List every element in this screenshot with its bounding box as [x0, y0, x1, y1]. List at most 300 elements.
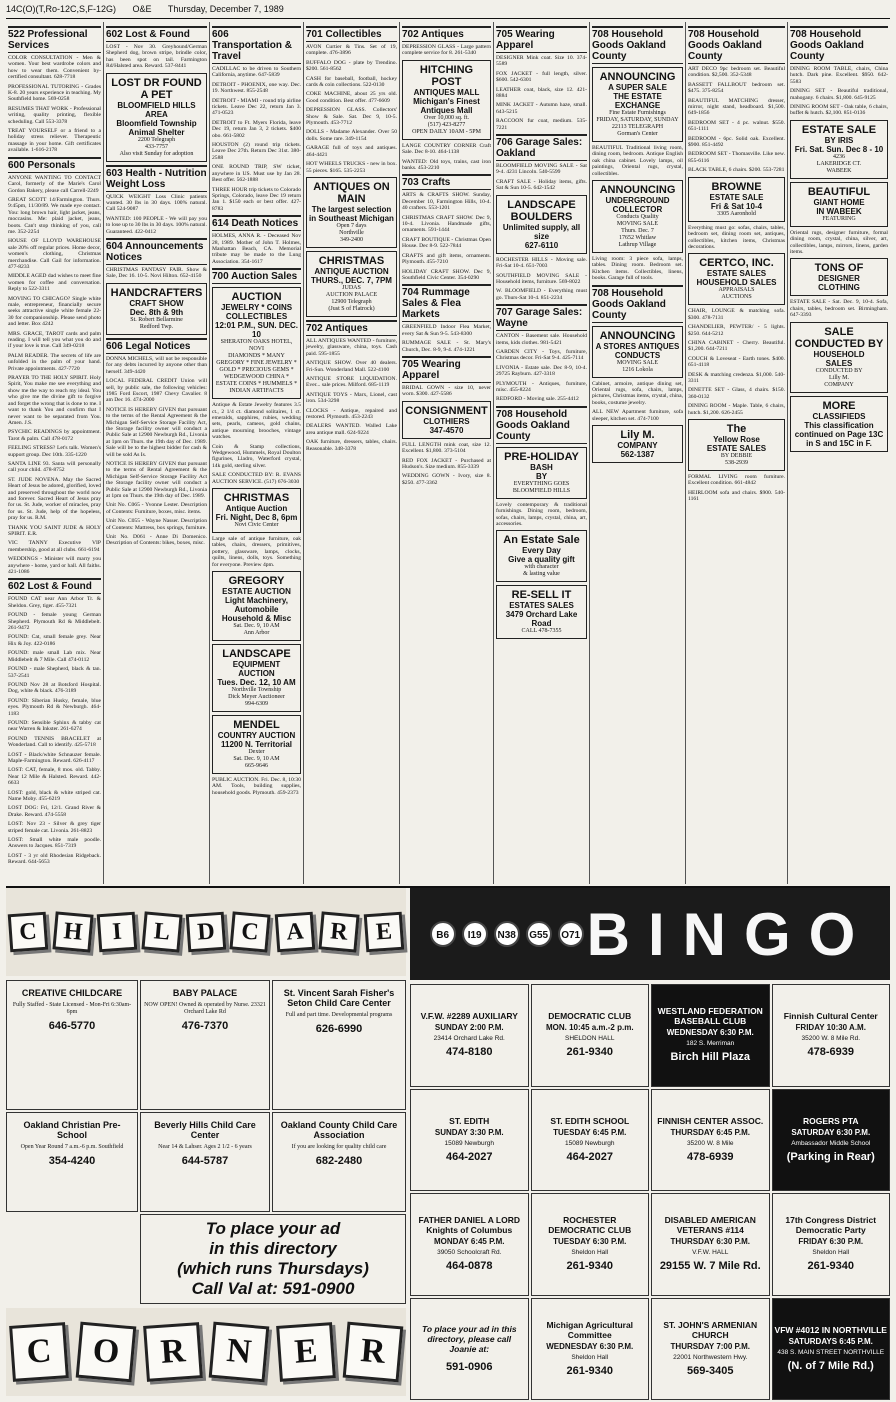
display-ad-line: MORE — [822, 399, 856, 412]
section-heading: 606 Legal Notices — [106, 338, 207, 354]
display-ad-line: Dec. 8th & 9th — [129, 307, 184, 317]
childcare-addr: Fully Staffed - State Licensed - Mon-Fri 6:30am-6pm — [12, 1002, 132, 1015]
childcare-phone: 682-2480 — [315, 1155, 363, 1167]
bingo-phone: Birch Hill Plaza — [670, 1051, 750, 1064]
childcare-listing — [140, 980, 270, 1110]
display-ad-line: 11200 N. Territorial — [221, 740, 292, 750]
classified-column — [104, 22, 210, 884]
bingo-phone: 591-0906 — [446, 1360, 493, 1373]
bingo-name: DEMOCRATIC CLUB — [548, 1011, 632, 1022]
bingo-listing — [772, 1089, 891, 1192]
classified-ad: Oriental rugs, designer furniture, formal dining room, crystal, china, silver, art, collectibles, lamps, mirrors, linens, garden items. — [790, 229, 888, 256]
classified-ad: BEDROOM - 6pc. Solid oak. Excellent. $900. 851-4492 — [688, 135, 785, 149]
display-ad-line: 349-2400 — [340, 236, 363, 243]
bingo-addr: 35200 W. 8 Mile Rd. — [801, 1035, 861, 1043]
display-ad-line: 22113 TELEGRAPH — [611, 124, 664, 130]
classified-ad: GARDEN CITY - Toys, furniture, Christmas decor. Fri-Sat 9-4. 425-7114 — [496, 348, 587, 362]
section-heading: 602 Lost & Found — [106, 26, 207, 42]
childcare-name: Oakland County Child Care Association — [280, 1120, 398, 1140]
classified-ad: DETROIT - PHOENIX, one way. Dec. 19. Northwest. 855-2548 — [212, 81, 301, 95]
classified-ad: FOUND: male small Lab mix. Near Middlebelt & 7 Mile. Call 474-0112 — [8, 650, 101, 663]
display-ad-line: 3479 Orchard Lake Road — [505, 610, 578, 629]
bingo-title: BINGO — [586, 900, 874, 968]
display-ad — [592, 180, 683, 253]
bingo-listing — [531, 1298, 650, 1401]
display-ad — [790, 120, 888, 179]
classified-ad: DINING ROOM TABLE, chairs, China hutch. Dark pine. Excellent. $950. 642-5583 — [790, 66, 888, 85]
bingo-listing — [651, 984, 770, 1087]
bingo-addr: SHELDON HALL — [565, 1035, 615, 1043]
display-ad-line: Fine Estate Furnishings — [609, 110, 666, 116]
section-heading: 602 Lost & Found — [8, 578, 101, 594]
classified-ad: DINING ROOM - Maple. Table, 6 chairs, hutch. $1,200. 626-2455 — [688, 403, 785, 416]
display-ad-line: BROWNE — [711, 180, 762, 193]
classified-ad: BASSETT FALLBOUT bedroom set. $475. 375-8254 — [688, 81, 785, 95]
classified-ad: BLACK TABLE, 6 chairs. $200. 553-7281 — [688, 167, 785, 174]
letter-block: R — [143, 1322, 203, 1382]
bingo-day: SATURDAYS 6:45 P.M. — [788, 1336, 873, 1346]
classified-ad: WANTED: Old toys, trains, cast iron banks. 453-2210 — [402, 158, 491, 172]
display-ad-line: CALL 478-7355 — [521, 628, 562, 635]
display-ad — [212, 715, 301, 774]
display-ad-line: BLOOMFIELD HILLS — [512, 487, 571, 494]
bingo-addr: 22001 Northwestern Hwy. — [673, 1353, 748, 1361]
classified-ad: DEPRESSION GLASS - Large pattern complete service for 8. 261-5340 — [402, 44, 491, 57]
bingo-day: MONDAY 6:45 P.M. — [433, 1237, 505, 1247]
classified-ad: NOTICE IS HEREBY GIVEN that pursuant to the terms of Rental Agreement & the Michigan Self-Service Storage Facility Act the Storage facility owner will conduct a Public Sale at 12900 Newburgh Rd., Livonia at 1pm on Thurs. the 19th day of Dec. 1989. — [106, 460, 207, 499]
display-ad-line: SALES — [825, 358, 853, 368]
classified-ad: ANTIQUE TOYS - Marx, Lionel, cast iron. 534-3298 — [306, 391, 397, 405]
bingo-phone: 261-9340 — [566, 1364, 613, 1377]
childcare-name: CREATIVE CHILDCARE — [21, 988, 123, 998]
classified-ad: COLOR CONSULTATION - Men & women. Your best wardrobe colors and how to wear them. Convenient by-certified consultant. 628-7718 — [8, 55, 101, 81]
section-heading: 708 Household Goods Oakland County — [496, 406, 587, 444]
classified-ad: ONE ROUND TRIP, SW ticket, anywhere in US. Must use by Jan 28. Best offer. 562-1888 — [212, 164, 301, 184]
section-heading: 604 Announcements Notices — [106, 238, 207, 265]
display-ad — [106, 283, 207, 335]
classified-ad: LOST: Small white male poodle. Answers to Jacques. 851-7319 — [8, 837, 101, 850]
display-ad-line: BY DEBBIE — [720, 453, 753, 459]
bingo-name: DISABLED AMERICAN VETERANS #114 — [664, 1215, 756, 1236]
classified-ad: LOST - Nov 30. Greyhound/German Shepherd dog, brown stripe, brindle color, has been spot on tail. Farmington Rd/Halsted area. Reward. 537-8441 — [106, 44, 207, 70]
display-ad-line: Bloomfield Township Animal Shelter — [116, 118, 197, 137]
classified-ad: THREE HOUR trip tickets to Colorado Springs, Colorado, leave Dec 19 return Jan 1. $150 each or best offer. 427-8783 — [212, 186, 301, 212]
bingo-listing — [531, 984, 650, 1087]
classified-ad: DETROIT to Ft. Myers Florida, leave Dec 19, return Jan 3, 2 tickets. $400 obo. 661-5802 — [212, 119, 301, 139]
section-heading: 603 Health - Nutrition Weight Loss — [106, 165, 207, 192]
classified-ad: FOUND - male Shepherd, black & tan. 537-2541 — [8, 666, 101, 679]
bingo-listing — [651, 1089, 770, 1192]
classified-ad: ANTIQUE STORE LIQUIDATION. Ever... sale prices. Milford. 685-1119 — [306, 375, 397, 389]
section-heading: 705 Wearing Apparel — [496, 26, 587, 53]
section-heading: 705 Wearing Apparel — [402, 356, 491, 383]
display-ad-line: Fri. Sat. Sun. Dec 8 - 10 — [794, 144, 884, 154]
bingo-name: Finnish Cultural Center — [783, 1011, 878, 1022]
classified-ad: HOUSTON (2) round trip tickets. Leave Dec 27th. Return Dec 31st. 380-2588 — [212, 142, 301, 161]
display-ad-line: DIAMONDS * MANY GREGORY * FINE JEWELRY * GOLD * PRECIOUS GEMS * WEDGEWOOD CHINA * ESTATE COINS * HUMMELS * INDIAN ARTIFACTS — [215, 353, 298, 395]
bingo-name: ST. EDITH — [449, 1115, 490, 1126]
bingo-day: SUNDAY 2:00 P.M. — [434, 1023, 504, 1033]
classified-ad: MIDDLE AGED dad wishes to meet fine women for coffee and conversation. Reply to 522-3311 — [8, 273, 101, 293]
display-ad-line: 17652 Whitlaw — [618, 235, 657, 242]
classified-ad: LANGE COUNTRY CORNER Craft Sale. Dec 8-10. 464-1138 — [402, 142, 491, 156]
childcare-name: Beverly Hills Child Care Center — [154, 1120, 256, 1140]
section-heading: 708 Household Goods Oakland County — [790, 26, 888, 64]
display-ad-line: CHRISTMAS — [223, 492, 290, 505]
display-ad — [592, 326, 683, 378]
childcare-listings — [6, 980, 406, 1212]
display-ad-line: MOVING SALE — [616, 221, 659, 228]
classified-ad: DEALERS WANTED. Walled Lake area antique mall. 624-9224 — [306, 423, 397, 436]
classified-ad: RUMMAGE SALE - St. Mary's Church, Dec. 8-9, 9-4. 474-1221 — [402, 340, 491, 353]
display-ad — [212, 644, 301, 712]
display-ad-line: Light Machinery, Automobile Household & Misc — [221, 596, 292, 624]
place-ad-line: Call Val at: 591-0900 — [191, 1279, 355, 1298]
section-heading: 606 Transportation & Travel — [212, 26, 301, 64]
bingo-banner — [410, 888, 890, 980]
classified-ad: AVON Curtier & Tins. Set of 19, complete. 476-3896 — [306, 44, 397, 57]
bingo-day: MON. 10:45 a.m.-2 p.m. — [545, 1023, 634, 1033]
display-ad-line: CLOTHIERS — [423, 416, 470, 426]
classified-ad: BEDROOM SET - 4 pc. walnut. $550. 651-1111 — [688, 119, 785, 133]
bingo-name: ST. JOHN'S ARMENIAN CHURCH — [663, 1319, 758, 1340]
section-heading: 703 Crafts — [402, 174, 491, 190]
display-ad-line: CLASSIFIEDS — [812, 411, 866, 421]
letter-block: H — [52, 911, 93, 952]
bingo-listing — [531, 1193, 650, 1296]
display-ad-line: Sat. Dec. 9, 10 AM — [233, 756, 280, 763]
classified-ad: Coin & Stamp collections, Wedgewood, Hummels, Royal Doulton figurines, Lladro, Waterford crystal, 14k gold, sterling silver. — [212, 443, 301, 469]
classified-ad: SALE CONDUCTED BY: R. EVANS AUCTION SERVICE. (517) 676-3030 — [212, 472, 301, 485]
letter-block: C — [230, 911, 271, 952]
bingo-listing — [651, 1193, 770, 1296]
display-ad-line: Open 7 days — [336, 222, 367, 229]
display-ad-line: Give a quality gift — [508, 555, 575, 565]
display-ad-line: CHRISTMAS — [318, 254, 385, 267]
section-heading: 702 Antiques — [402, 26, 491, 42]
bingo-day: TUESDAY 6:45 P.M. — [553, 1127, 627, 1137]
display-ad-line: SHERATON OAKS HOTEL, NOVI — [220, 339, 293, 353]
classified-ad: Lovely contemporary & traditional furnishings. Dining room, bedroom, sofas, chairs, lamps, crystal, china, art, accessories. — [496, 501, 587, 527]
display-ad-line: This classification continued on Page 13C in S and 15C in F. — [794, 420, 884, 448]
childcare-addr: If you are looking for quality child care — [291, 1144, 387, 1150]
display-ad-line: RE-SELL IT — [511, 589, 572, 602]
classified-ad: GARAGE full of toys and antiques. 464-4421 — [306, 145, 397, 158]
header-rule — [6, 18, 890, 19]
bingo-addr: 15089 Newburgh — [564, 1139, 615, 1147]
display-ad — [306, 251, 397, 317]
letter-block: C — [8, 912, 49, 953]
classified-ad: DESIGNER Mink coat. Size 10. 374-5589 — [496, 55, 587, 68]
display-ad-line: (517) 423-8277 — [427, 121, 466, 128]
display-ad-line: Over 10,000 sq. ft. — [424, 114, 469, 121]
display-ad — [790, 322, 888, 393]
section-heading: 701 Collectibles — [306, 26, 397, 42]
display-ad-line: CONSIGNMENT — [405, 404, 488, 417]
classified-ad: Unit No. C065 - Yvonne Lester. Description of Contents: Furniture, boxes, misc. items. — [106, 502, 207, 515]
classified-column — [304, 22, 400, 884]
display-ad-line: GREGORY — [228, 575, 285, 588]
display-ad — [402, 401, 491, 439]
classified-ad: LEATHER coat, black, size 12. 421-8884 — [496, 86, 587, 100]
display-ad-line: Ann Arbor — [243, 630, 270, 637]
display-ad-line: Fri. Night, Dec 8, 6pm — [215, 513, 298, 523]
bingo-listing — [651, 1298, 770, 1401]
bingo-addr: Ambassador Middle School — [791, 1139, 871, 1147]
section-heading: 708 Household Goods Oakland County — [592, 26, 683, 64]
bingo-day: FRIDAY 10:30 A.M. — [795, 1023, 866, 1033]
display-ad-line: JUDAS — [342, 284, 361, 291]
display-ad-line: Lily M. — [620, 429, 655, 442]
display-ad — [496, 447, 587, 499]
bingo-name: VFW #4012 IN NORTHVILLE — [774, 1324, 887, 1335]
display-ad-line: & lasting value — [523, 571, 560, 578]
bingo-ball: B6 — [430, 921, 456, 947]
classified-ad: FOUND Nov 28 at Botsford Hospital. Dog, white & black. 476-3189 — [8, 681, 101, 695]
classified-ad: DINING SET - Beautiful traditional, mahogany. 6 chairs. $1,800. 645-9125 — [790, 88, 888, 101]
place-ad-line: (which runs Thursdays) — [177, 1259, 369, 1278]
bingo-phone: 478-6939 — [687, 1150, 734, 1163]
display-ad-line: A STORES ANTIQUES — [595, 341, 680, 351]
bingo-phone: 464-2027 — [566, 1150, 613, 1163]
display-ad — [496, 585, 587, 639]
bingo-phone: 478-6939 — [807, 1046, 854, 1059]
place-ad-line: in this directory — [209, 1239, 337, 1258]
display-ad — [496, 195, 587, 254]
display-ad-line: Fri & Sat 10-4 — [710, 201, 763, 211]
classified-ad: ART DECO 9pc bedroom set. Beautiful condition. $2,500. 352-5348 — [688, 66, 785, 79]
display-ad-line: Tues. Dec. 12, 10 AM — [217, 678, 296, 688]
display-ad — [592, 67, 683, 142]
display-ad-line: The largest selection — [311, 204, 392, 214]
classified-ad: ALL NEW Apartment furniture, sofa sleeper, kitchen set. 474-7100 — [592, 409, 683, 422]
display-ad — [106, 73, 207, 162]
classified-ad: PROFESSIONAL TUTORING - Grades K-8. 20 years experience in teaching. My Southfield home. 569-0258 — [8, 83, 101, 103]
display-ad-line: COMPANY — [824, 381, 854, 388]
section-heading: 600 Personals — [8, 157, 101, 173]
classified-ad: FOUND TENNIS BRACELET at Wonderland. Call to identify. 425-5718 — [8, 735, 101, 749]
bingo-day: SATURDAY 6:30 P.M. — [791, 1127, 871, 1137]
bingo-addr: 15089 Newburgh — [444, 1139, 494, 1147]
classified-ad: ST. JUDE NOVENA. May the Sacred Heart of Jesus be adored, glorified, loved and preserved throughout the world now and forever. Sacred Heart of Jesus pray for us. St. Jude, worker of miracles, pray for us. St. Jude, help of the hopeless, pray for us. R.M. — [8, 476, 101, 522]
display-ad-line: FEATURING — [822, 215, 856, 222]
childcare-phone: 476-7370 — [181, 1020, 229, 1032]
bingo-listing — [410, 984, 529, 1087]
display-ad — [688, 419, 785, 471]
classified-ad: LOST: CAT, female, 8 mos. old. Tabby. Near 12 Mile & Halsted. Reward. 442-6633 — [8, 767, 101, 787]
classified-ad: CHRISTMAS FANTASY FAIR. Show & Sale, Dec 16. 10-5. Novi Hilton. 652-4150 — [106, 267, 207, 280]
display-ad-line: Also visit Sunday for adoption — [119, 150, 194, 157]
display-ad-line: Northville — [339, 229, 364, 236]
bingo-listing — [410, 1089, 529, 1192]
classified-ad: Unit No. D061 - Anne Di Domenico. Description of Contents: bikes, boxes, misc. — [106, 534, 207, 547]
classified-column — [788, 22, 890, 884]
display-ad-line: CONDUCTS — [614, 350, 661, 360]
letter-block: D — [186, 912, 227, 953]
childcare-listing — [6, 1112, 138, 1212]
display-ad-line: IN WABEEK — [816, 206, 862, 216]
classified-ad: FULL LENGTH mink coat, size 12. Excellent. $1,800. 373-5104 — [402, 441, 491, 455]
bingo-name: Michigan Agricultural Committee — [546, 1319, 634, 1340]
bingo-addr: 35200 W. 8 Mile — [686, 1139, 734, 1147]
display-ad-line: CONDUCTED BY — [815, 367, 863, 374]
bingo-addr: V.F.W. HALL — [692, 1249, 729, 1257]
classified-ad: NOTICE IS HEREBY GIVEN that pursuant to the terms of the Rental Agreement & the Michigan Self-Service Storage Facility Act, the Storage facility owner will conduct a Public Sale at 12900 Newburgh Rd., Livonia at 1pm on Thurs. the 19th day of Dec. 1989. Sale will be to the highest bidder for cash & will be sold As Is. — [106, 406, 207, 458]
display-ad — [790, 182, 888, 227]
classified-ad: MINK JACKET - Autumn haze, small. 643-5215 — [496, 102, 587, 115]
letter-block: N — [209, 1322, 270, 1383]
display-ad-line: ESTATE SALE — [709, 192, 764, 202]
corner-blocks-banner — [6, 1308, 406, 1396]
classified-ad: ROCHESTER HILLS - Moving sale. Fri-Sat 10-4. 651-7003 — [496, 256, 587, 270]
display-ad-line: SALE CONDUCTED BY — [794, 325, 884, 350]
classified-ad: CANTON - Basement sale. Household items, kids clothes. 981-5421 — [496, 333, 587, 346]
bingo-name: ROGERS PTA — [802, 1115, 859, 1126]
bingo-phone: 261-9340 — [807, 1260, 854, 1273]
bingo-ball: N38 — [494, 921, 520, 947]
display-ad-line: ESTATES SALES — [509, 601, 574, 611]
display-ad-line: THE ESTATE EXCHANGE — [613, 92, 662, 110]
classified-ad: ALL ANTIQUES WANTED - furniture, jewelry, glassware, china, toys. Cash paid. 595-1855 — [306, 337, 397, 357]
classified-ad: FOUND: Sensible Sphinx & tabby cat near Warren & Inkster. 261-6274 — [8, 719, 101, 733]
classified-ad: WEDDINGS - Minister will marry you anywhere - home, yard or hall. All faiths. 421-1086 — [8, 556, 101, 576]
display-ad-line: HOUSEHOLD SALES — [696, 278, 777, 288]
classified-ad: LOST - 3 yr old Rhodesian Ridgeback. Reward. 644-5653 — [8, 852, 101, 866]
bingo-phone: (Parking in Rear) — [786, 1150, 875, 1163]
display-ad-line: The — [726, 423, 747, 435]
display-ad — [688, 253, 785, 305]
display-ad-line: ANNOUNCING — [599, 329, 676, 342]
display-ad-line: ESTATE SALES — [706, 269, 767, 279]
classified-ad: W. BLOOMFIELD - Everything must go. Thurs-Sat 10-4. 851-2234 — [496, 288, 587, 301]
letter-block: C — [9, 1322, 69, 1382]
childcare-addr: Open Year Round 7 a.m.-6 p.m. Southfield — [20, 1144, 124, 1150]
bingo-directory — [410, 888, 890, 1400]
classified-ad: Antique & Estate Jewelry features 3.5 ct., 2 1/4 ct. diamond solitaires, 1 ct. emeralds, sapphires, rubies, wedding sets, pearls, cameos, gold chains, antique mourning brooches, vintage watches. — [212, 402, 301, 441]
classified-ad: Large sale of antique furniture, oak tables, chairs, dressers, primitives, pottery, glassware, lamps, clocks, quilts, linens, dolls, toys. Something for everyone. Preview 4pm. — [212, 536, 301, 568]
classified-ad: DEPRESSION GLASS. Collectors' Show & Sale. Sat. Dec 9, 10-5. Plymouth. 453-7712 — [306, 107, 397, 127]
display-ad-line: TONS OF — [814, 262, 864, 275]
bingo-addr: Sheldon Hall — [571, 1353, 609, 1361]
classified-ad: DESK & matching credenza. $1,000. 540-3311 — [688, 371, 785, 384]
letter-block: E — [276, 1322, 336, 1382]
display-ad-line: 3305 Aaronhold — [717, 210, 756, 217]
classified-ad: GREENFIELD Indoor Flea Market, every Sat & Sun 9-5. 543-8300 — [402, 324, 491, 337]
classified-ad: PLYMOUTH - Antiques, furniture, misc. 455-8224 — [496, 380, 587, 393]
classified-column — [686, 22, 788, 884]
bingo-listing — [410, 1193, 529, 1296]
display-ad — [402, 60, 491, 140]
classified-ad: SANTA LINE 93. Santa will personally call your child. 478-8752 — [8, 460, 101, 474]
display-ad-line: 347-4570 — [429, 425, 464, 435]
display-ad-line: with character — [524, 564, 559, 571]
display-ad-line: FRIDAY, SATURDAY, SUNDAY — [596, 117, 679, 123]
display-ad-line: MENDEL — [233, 719, 280, 732]
classified-ad: COKE MACHINE, about 25 yrs old. Good condition. Best offer. 477-6609 — [306, 91, 397, 104]
bingo-phone: 29155 W. 7 Mile Rd. — [659, 1260, 761, 1273]
bingo-phone: 569-3405 — [687, 1364, 734, 1377]
bingo-listing — [772, 1298, 891, 1401]
display-ad-line: 12900 Telegraph — [331, 298, 372, 305]
childcare-phone: 626-6990 — [315, 1023, 363, 1035]
childcare-phone: 644-5787 — [181, 1155, 229, 1167]
classified-ad: SOUTHFIELD MOVING SALE - Household items, furniture. 569-8022 — [496, 272, 587, 285]
bingo-day: THURSDAY 6:30 P.M. — [670, 1237, 750, 1247]
display-ad-line: A SUPER SALE — [608, 83, 667, 92]
bingo-addr: Sheldon Hall — [812, 1249, 850, 1257]
letter-block: E — [363, 912, 404, 953]
classified-ad: FEELING STRESS? Let's talk. Women's support group. Dec 10th. 335-1220 — [8, 445, 101, 458]
paper-name: O&E — [132, 4, 152, 14]
display-ad-line: JEWELRY * COINS COLLECTIBLES — [220, 303, 293, 322]
classified-ad: Cabinet, armoire, antique dining set, Oriental rugs, sofa, chairs, lamps, pictures, Christmas items, crystal, china, books, costume jewelry. — [592, 380, 683, 406]
display-ad — [306, 177, 397, 248]
classified-ad: Everything must go: sofas, chairs, tables, bedroom set, dining room set, antiques, collectibles, kitchen items, Christmas decorations. — [688, 224, 785, 250]
classified-column — [400, 22, 494, 884]
classified-ad: BEAUTIFUL Traditional living room, dining room, bedroom. Antique English oak china cabinet. Lovely lamps, oil paintings, Oriental rugs, crystal, collectibles. — [592, 145, 683, 177]
bingo-phone: 261-9340 — [566, 1046, 613, 1059]
classified-ad: TREAT YOURSELF or a friend to a holiday stress reliever. Therapeutic massage in your home. Gift certificates available. 1-616-2178 — [8, 128, 101, 154]
display-ad-line: COLLECTOR — [612, 205, 663, 215]
section-heading: 614 Death Notices — [212, 215, 301, 231]
display-ad-line: EVERYTHING GOES — [513, 480, 570, 487]
display-ad-line: BY — [535, 471, 548, 481]
classified-ad: RESUMES THAT WORK - Professional writing, quality printing, flexible scheduling. Call 553-3378 — [8, 105, 101, 125]
childcare-listing — [6, 980, 138, 1110]
display-ad-line: LANDSCAPE — [222, 648, 291, 661]
display-ad-line: ANTIQUE AUCTION — [314, 266, 389, 276]
display-ad-line: An Estate Sale — [503, 534, 580, 547]
classified-ad: ARTS & CRAFTS SHOW. Sunday, December 10, Farmington Hills, 10-4. 40 crafters. 553-1201 — [402, 192, 491, 212]
classified-ad: PUBLIC AUCTION. Fri. Dec. 8, 10:30 AM. Tools, building supplies, household goods. Plymouth. 459-2373 — [212, 777, 301, 796]
classified-ad: REDFORD - Moving sale. 255-4412 — [496, 396, 579, 403]
bingo-day: THURSDAY 7:00 P.M. — [670, 1341, 750, 1351]
classified-column — [590, 22, 686, 884]
bingo-phone: (N. of 7 Mile Rd.) — [787, 1359, 874, 1372]
display-ad-line: UNDERGROUND — [605, 196, 670, 206]
display-ad-line: BY IRIS — [824, 135, 854, 145]
bingo-listing — [531, 1089, 650, 1192]
bingo-addr: 39050 Schoolcraft Rd. — [437, 1249, 502, 1257]
classified-ad: THANK YOU SAINT JUDE & HOLY SPIRIT. E.R. — [8, 524, 101, 537]
section-heading: 704 Rummage Sales & Flea Markets — [402, 284, 491, 322]
classified-ad: LOST DOG: Fri, 12/1. Grand River & Drake. Reward. 474-5558 — [8, 805, 101, 818]
bingo-day: TUESDAY 6:30 P.M. — [553, 1237, 627, 1247]
display-ad-line: 665-9646 — [245, 763, 268, 770]
display-ad-line: LOST DR FOUND A PET — [111, 76, 202, 101]
classified-ad: PRAYER TO THE HOLY SPIRIT. Holy Spirit, You make me see everything and show me the way to reach my ideal. You who give me the divine gift to forgive and forget the wrong that is done to me. I want to thank You and confirm that I never want to be separated from You. Amen. J.S. — [8, 375, 101, 426]
bingo-name: FATHER DANIEL A LORD Knights of Columbus — [418, 1215, 521, 1236]
classified-ad: DINING ROOM SET - Oak table, 6 chairs, buffet & hutch. $2,100. 851-0136 — [790, 104, 888, 117]
classified-ad: COUCH & Loveseat - Earth tones. $400. 651-4118 — [688, 355, 785, 369]
display-ad-line: LANDSCAPE BOULDERS — [507, 198, 576, 223]
classified-ad: CHANDELIER, PEWTER/ - 5 lights. $250. 644-5212 — [688, 324, 785, 337]
display-ad — [592, 425, 683, 463]
display-ad-line: ESTATE SALE — [801, 123, 877, 136]
bingo-ball: I19 — [462, 921, 488, 947]
display-ad-line: CERTCO, INC. — [699, 257, 774, 270]
display-ad — [212, 571, 301, 641]
section-heading: 706 Garage Sales: Oakland — [496, 134, 587, 161]
childcare-listing — [272, 1112, 406, 1212]
classified-ad: DETROIT - MIAMI - round trip airline tickets. Leave Dec 22, return Jan 3. 471-0523 — [212, 97, 301, 117]
classified-ad: CRAFTS and gift items, ornaments. Plymouth. 455-7210 — [402, 252, 491, 266]
display-ad-line: CLOTHING — [818, 283, 860, 293]
bingo-phone: 464-0878 — [446, 1260, 493, 1273]
display-ad-line: Yellow Rose — [713, 435, 760, 444]
classified-ad: Living room: 3 piece sofa, lamps, tables. Dining room. Bedroom set. Kitchen items. Collectibles, linens, books. Garage full of tools. — [592, 256, 683, 282]
display-ad-line: DESIGNER — [818, 274, 860, 284]
